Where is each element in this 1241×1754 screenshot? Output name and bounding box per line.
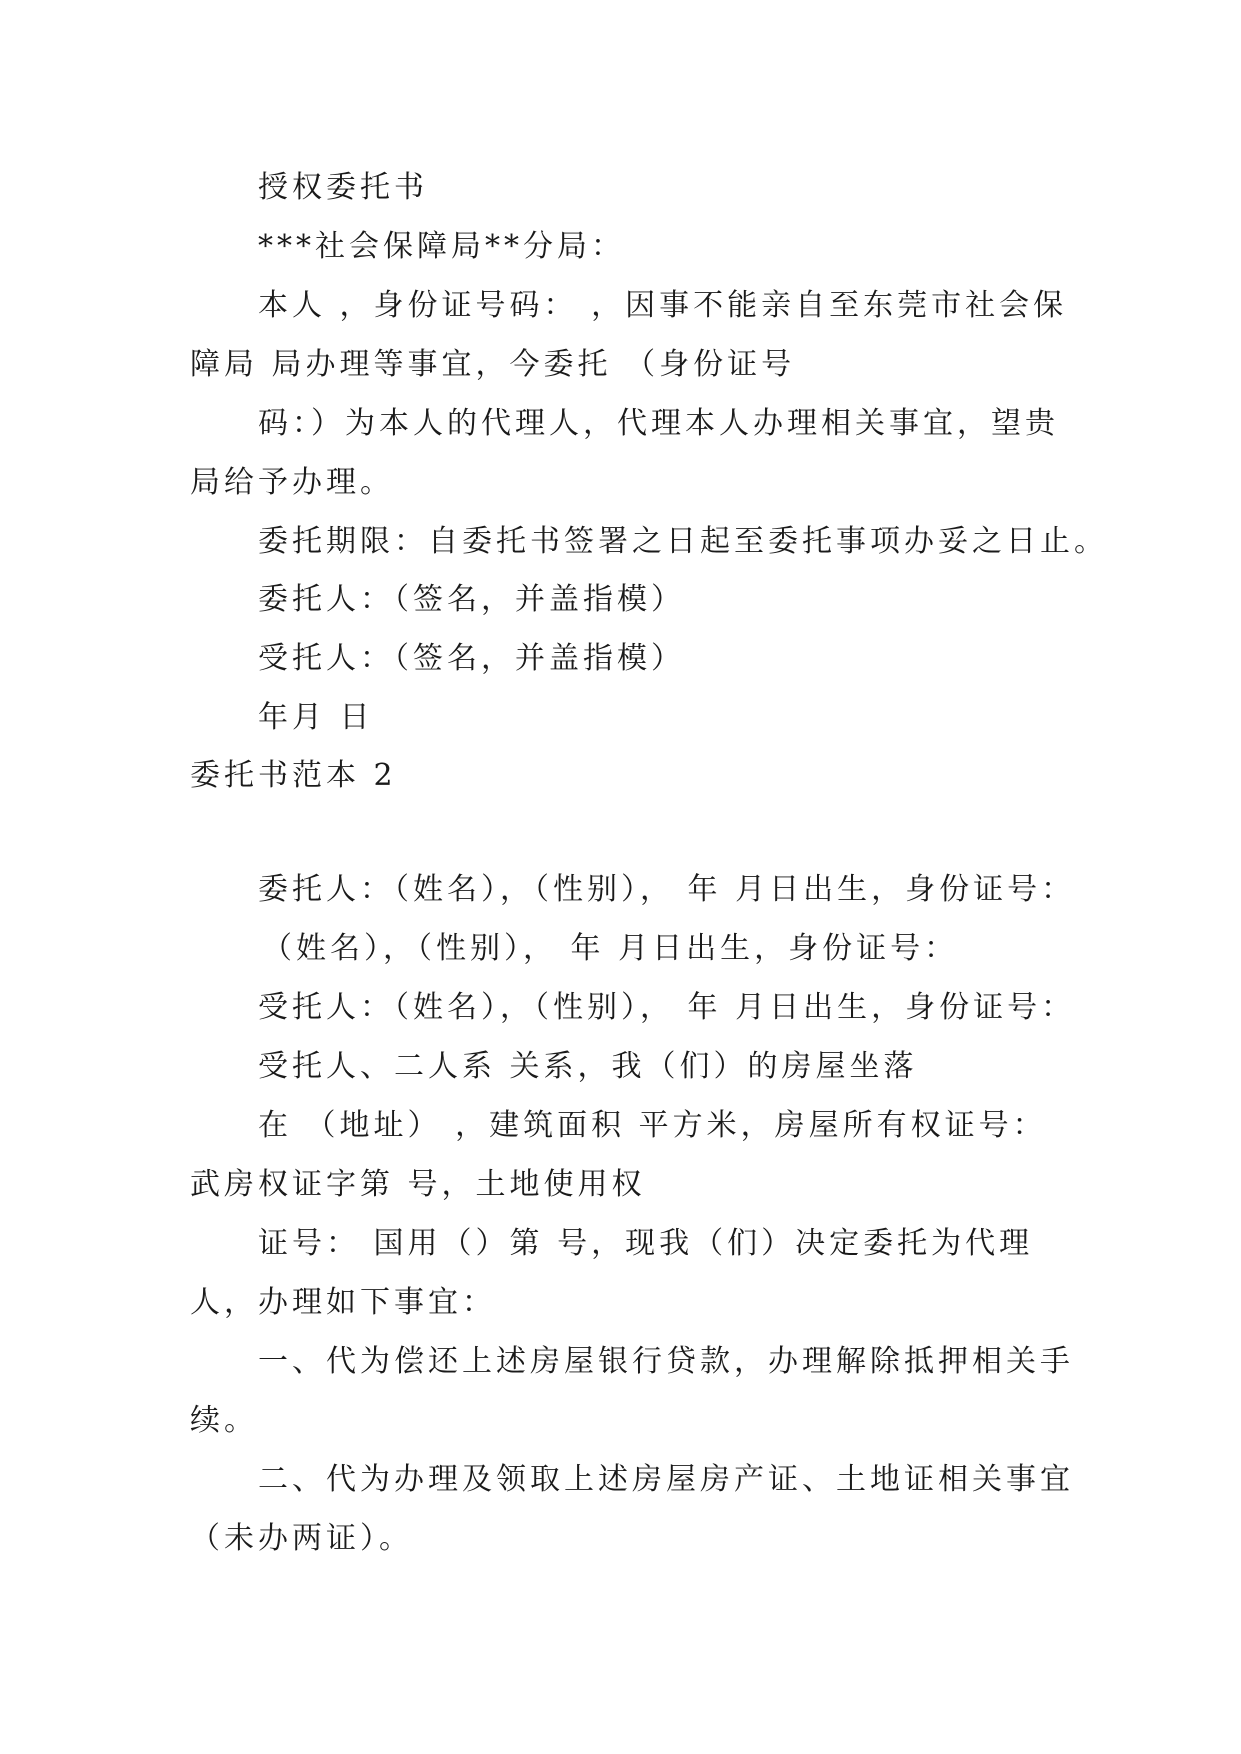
item-2-line-1: 二、代为办理及领取上述房屋房产证、土地证相关事宜 — [258, 1462, 1074, 1497]
item-1-line-2: 续。 — [190, 1403, 258, 1438]
item-1-line-1: 一、代为偿还上述房屋银行贷款，办理解除抵押相关手 — [258, 1344, 1074, 1379]
paragraph-1-line-1: 本人 ，身份证号码： ，因事不能亲自至东莞市社会保 — [258, 288, 1068, 323]
paragraph-2-line-2: 局给予办理。 — [190, 465, 394, 500]
property-address-line: 在 （地址） ，建筑面积 平方米，房屋所有权证号： — [258, 1108, 1047, 1143]
principal-info-line-2: （姓名），（性别）， 年 月日出生，身份证号： — [262, 931, 959, 966]
matters-intro-line: 人，办理如下事宜： — [190, 1285, 496, 1320]
relationship-line: 受托人、二人系 关系，我（们）的房屋坐落 — [258, 1049, 918, 1084]
term-line: 委托期限：自委托书签署之日起至委托事项办妥之日止。 — [258, 524, 1108, 559]
paragraph-1-line-2: 障局 局办理等事宜，今委托 （身份证号 — [190, 347, 796, 382]
date-line: 年月 日 — [258, 700, 374, 735]
paragraph-2-line-1: 码：）为本人的代理人，代理本人办理相关事宜，望贵 — [258, 406, 1059, 441]
principal-signature-line: 委托人：（签名，并盖指模） — [258, 582, 685, 617]
principal-info-line: 委托人：（姓名），（性别）， 年 月日出生，身份证号： — [258, 872, 1076, 907]
section-heading: 委托书范本 2 — [190, 758, 397, 793]
property-cert-line: 武房权证字第 号，土地使用权 — [190, 1167, 646, 1202]
agent-signature-line: 受托人：（签名，并盖指模） — [258, 641, 685, 676]
item-2-line-2: （未办两证）。 — [190, 1521, 413, 1556]
document-title: 授权委托书 — [258, 170, 428, 205]
land-cert-line: 证号： 国用（）第 号，现我（们）决定委托为代理 — [258, 1226, 1034, 1261]
agent-info-line: 受托人：（姓名），（性别）， 年 月日出生，身份证号： — [258, 990, 1076, 1025]
addressee-line: ***社会保障局**分局： — [258, 229, 625, 264]
